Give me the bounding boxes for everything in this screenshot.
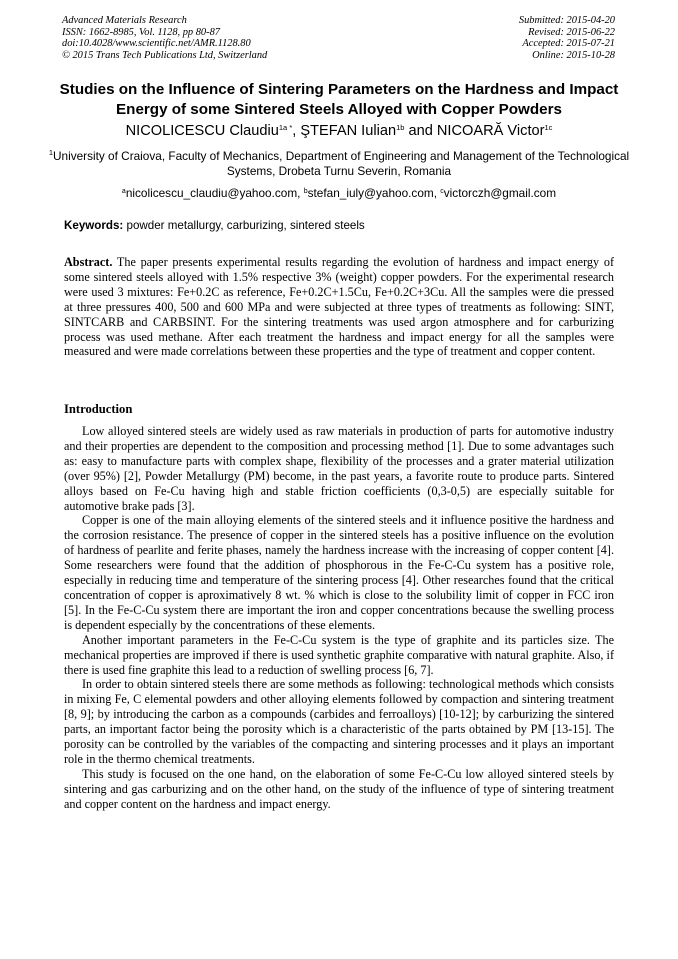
email-separator: ,	[433, 186, 441, 200]
author-affiliation-mark: 1b	[396, 123, 405, 132]
email-separator: ,	[297, 186, 304, 200]
author-name: ŞTEFAN Iulian	[300, 123, 397, 139]
paragraph: Another important parameters in the Fe-C-Cu system is the type of graphite and its particles size. The mechanical properties are improved if there is used synthetic graphite comparative with natural graphite. Also, if there is used fine graphite this lead to a reduction of swelling process [6, 7].	[64, 632, 614, 677]
journal-issn: ISSN: 1662-8985, Vol. 1128, pp 80-87	[62, 26, 220, 38]
abstract	[64, 255, 614, 359]
email-link[interactable]: nicolicescu_claudiu@yahoo.com	[125, 186, 298, 200]
author-separator: ,	[292, 123, 301, 139]
author-affiliation-mark: 1c	[544, 123, 553, 132]
section-heading-introduction: Introduction	[64, 402, 133, 416]
journal-copyright: © 2015 Trans Tech Publications Ltd, Switzerland	[62, 49, 268, 61]
keywords-text: powder metallurgy, carburizing, sintered steels	[123, 219, 365, 232]
keywords	[64, 219, 365, 233]
abstract-text: The paper presents experimental results regarding the evolution of hardness and impact energy of some sintered steels alloyed with 1.5% respective 3% (weight) copper powders. For the experimental research were used 3 mixtures: Fe+0.2C as reference, Fe+0.2C+1.5Cu, Fe+0.2C+3Cu. All the samples were die pressed at three pressures 400, 500 and 600 MPa and were subjected at three types of treatments as following: SINT, SINTCARB and CARBSINT. For the sintering treatments was used argon atmosphere and for carburizing process was used methane. After each treatment the hardness and impact energy for all the samples were measured and were made correlations between these properties and the type of treatment and copper content.	[64, 255, 614, 359]
email-link[interactable]: stefan_iuly@yahoo.com	[307, 186, 434, 200]
keywords-label: Keywords:	[64, 219, 124, 232]
author-list	[30, 122, 648, 140]
date-revised: Revised: 2015-06-22	[528, 26, 615, 38]
affiliation-text: University of Craiova, Faculty of Mechanics, Department of Engineering and Management of the Technological Systems, Drobeta Turnu Severin, Romania	[53, 149, 630, 178]
dates-header	[519, 15, 615, 61]
author-name: NICOLICESCU Claudiu	[125, 123, 279, 139]
paragraph: In order to obtain sintered steels there are some methods as following: technological methods which consists in mixing Fe, C elemental powders and other alloying elements followed by compaction and sintering treatment [8, 9]; by introducing the carbon as a compounds (carbides and ferroalloys) [10-12]; by carburizing the sintered parts, an important factor being the porosity which is a characteristic of the parts obtained by PM [13-15]. The porosity can be controlled by the variables of the compacting and sintering processes and it plays an important role in the thermo chemical treatments.	[64, 677, 614, 766]
affiliation-mark: 1	[48, 148, 53, 157]
paper-title: Studies on the Influence of Sintering Parameters on the Hardness and Impact Energy of some Sintered Steels Alloyed with Copper Powders	[59, 81, 619, 118]
date-online: Online: 2015-10-28	[532, 49, 615, 61]
email-list	[40, 186, 638, 200]
email-mark: c	[440, 188, 444, 195]
author-affiliation-mark: 1a *	[278, 123, 293, 132]
abstract-label: Abstract.	[64, 255, 113, 269]
journal-name: Advanced Materials Research	[62, 15, 187, 26]
affiliation	[40, 149, 638, 179]
email-link[interactable]: victorczh@gmail.com	[443, 186, 557, 200]
email-mark: b	[303, 188, 308, 195]
date-submitted: Submitted: 2015-04-20	[518, 15, 615, 26]
author-name: NICOARĂ Victor	[436, 123, 545, 139]
introduction-body	[64, 424, 614, 812]
paragraph: Low alloyed sintered steels are widely used as raw materials in production of parts for automotive industry and their properties are dependent to the composition and processing method [1]. Due to some advantages such as: easy to manufacture parts with complex shape, flexibility of the processes and a grater material utilization (over 95%) [2], Powder Metallurgy (PM) become, in the past years, a favorite route to produce parts. Sintered alloys based on Fe-Cu having high and stable friction coefficients (0,3-0,5) are especially suitable for automotive brake pads [3].	[64, 424, 614, 513]
author-separator: and	[404, 123, 437, 139]
journal-doi: doi:10.4028/www.scientific.net/AMR.1128.80	[62, 38, 251, 50]
email-mark: a	[121, 188, 126, 195]
journal-header	[62, 15, 267, 61]
paragraph: This study is focused on the one hand, on the elaboration of some Fe-C-Cu low alloyed sintered steels by sintering and gas carburizing and on the other hand, on the study of the influence of type of sintering treatment and copper content on the hardness and impact energy.	[64, 766, 614, 811]
date-accepted: Accepted: 2015-07-21	[522, 38, 615, 50]
paragraph: Copper is one of the main alloying elements of the sintered steels and it influence positive the hardness and the corrosion resistance. The presence of copper in the sintered steels has a positive influence on the evolution of hardness of pearlite and ferite phases, namely the hardness increase with the increasing of copper content [4]. Some researchers were found that the addition of phosphorous in the Fe-C-Cu system has a positive role, especially in reducing time and temperature of the sintering process [4]. Other researches found that the critical concentration of copper is aproximatively 8 wt. % which is close to the solubility limit of copper in FCC iron [5]. In the Fe-C-Cu system there are important the iron and copper concentrations because the swelling process is dependent especially by the concentrations of these elements.	[64, 513, 614, 632]
